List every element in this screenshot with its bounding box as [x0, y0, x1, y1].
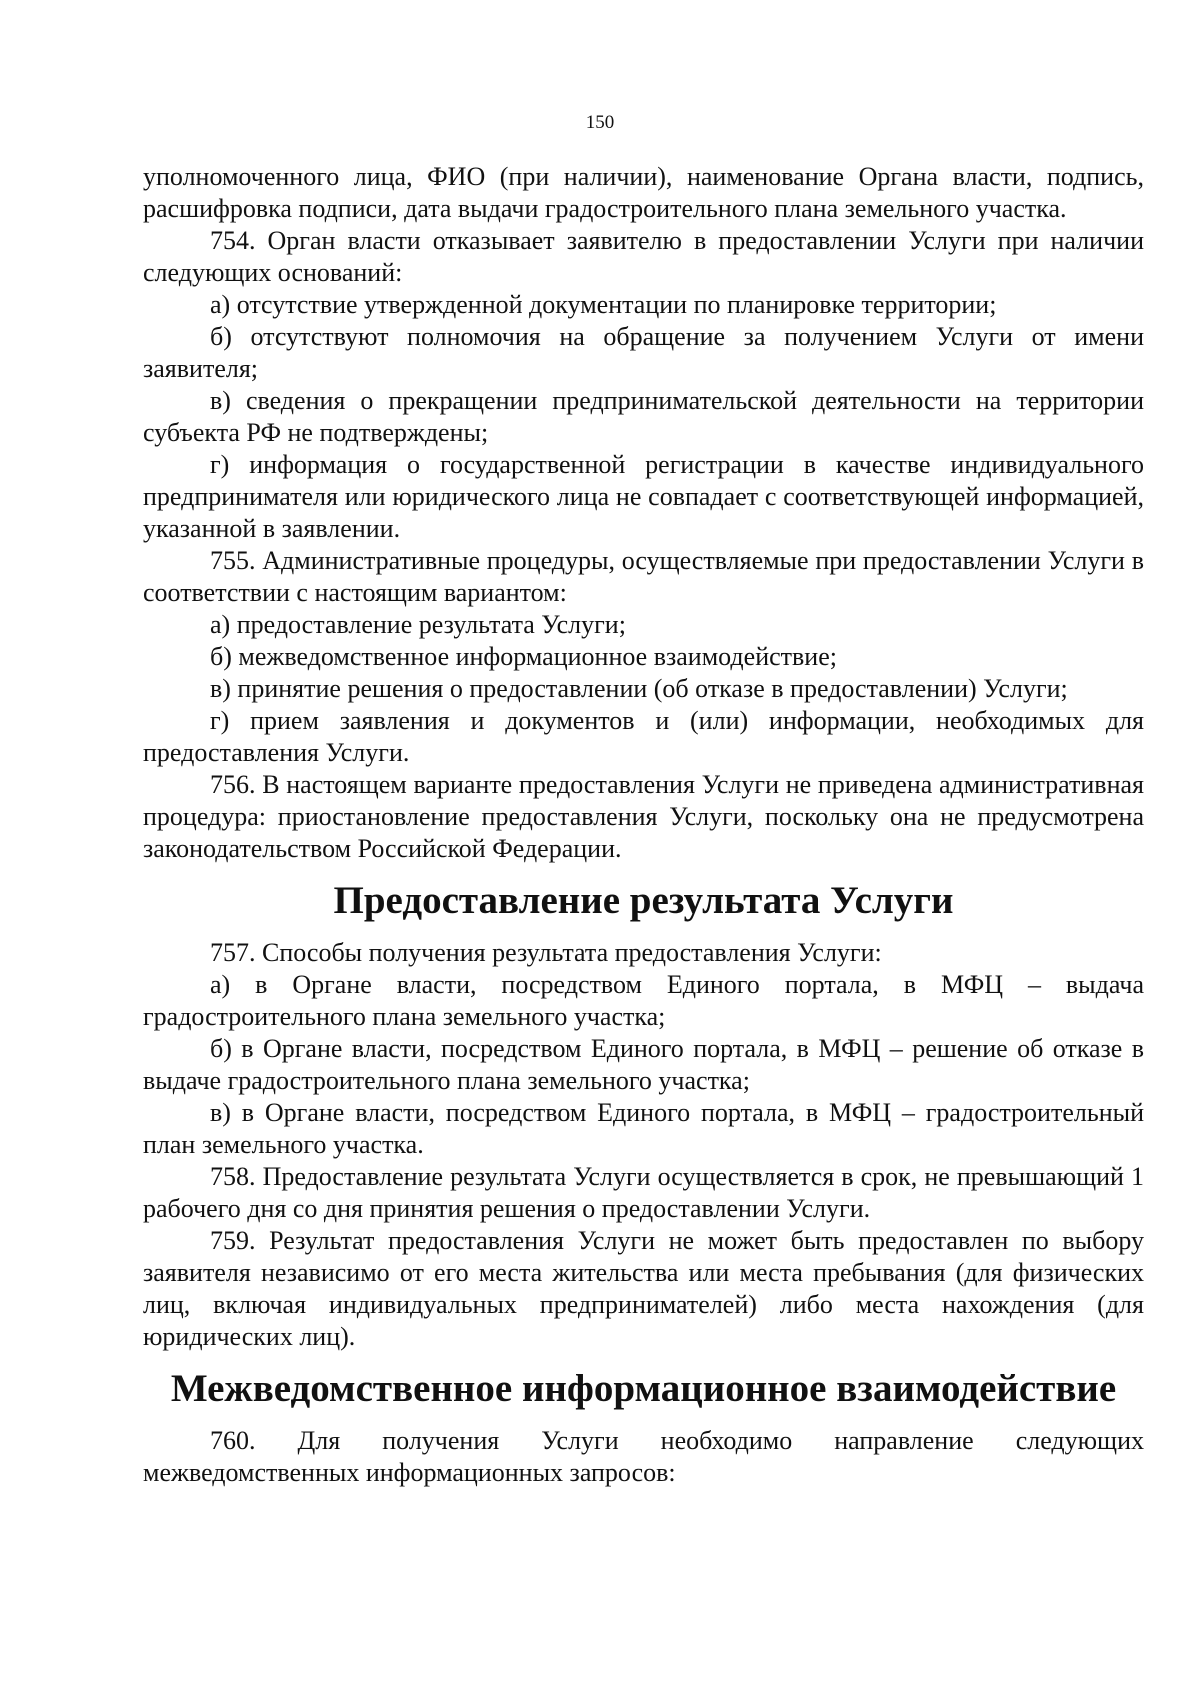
- page-number: 150: [585, 112, 615, 133]
- paragraph-756: 756. В настоящем варианте предоставления Услуги не приведена административная процедура: приостановление предоставления Услуги, поскольку она не предусмотрена законодательством Российской Федерации.: [143, 770, 1144, 863]
- list-item-757-b: б) в Органе власти, посредством Единого портала, в МФЦ – решение об отказе в выдаче градостроительного плана земельного участка;: [143, 1034, 1144, 1095]
- list-item-754-a: а) отсутствие утвержденной документации по планировке территории;: [210, 290, 997, 319]
- paragraph-755: 755. Административные процедуры, осуществляемые при предоставлении Услуги в соответствии с настоящим вариантом:: [143, 546, 1144, 607]
- list-item-754-b: б) отсутствуют полномочия на обращение за получением Услуги от имени заявителя;: [143, 322, 1144, 383]
- section-heading-interagency: Межведомственное информационное взаимодействие: [170, 1367, 1117, 1410]
- list-item-757-v: в) в Органе власти, посредством Единого портала, в МФЦ – градостроительный план земельного участка.: [143, 1098, 1144, 1159]
- paragraph-758: 758. Предоставление результата Услуги осуществляется в срок, не превышающий 1 рабочего дня со дня принятия решения о предоставлении Услуги.: [143, 1162, 1144, 1223]
- section-heading-result: Предоставление результата Услуги: [333, 879, 954, 922]
- paragraph-continuation: уполномоченного лица, ФИО (при наличии), наименование Органа власти, подпись, расшифровка подписи, дата выдачи градостроительного плана земельного участка.: [143, 162, 1144, 223]
- paragraph-757: 757. Способы получения результата предоставления Услуги:: [210, 938, 882, 967]
- document-body: [143, 161, 1144, 1489]
- paragraph-759: 759. Результат предоставления Услуги не может быть предоставлен по выбору заявителя независимо от его места жительства или места пребывания (для физических лиц, включая индивидуальных предпринимателей) либо места нахождения (для юридических лиц).: [143, 1226, 1144, 1351]
- list-item-754-v: в) сведения о прекращении предпринимательской деятельности на территории субъекта РФ не подтверждены;: [143, 386, 1144, 447]
- list-item-755-g: г) прием заявления и документов и (или) информации, необходимых для предоставления Услуги.: [143, 706, 1144, 767]
- list-item-755-v: в) принятие решения о предоставлении (об отказе в предоставлении) Услуги;: [210, 674, 1068, 703]
- list-item-755-b: б) межведомственное информационное взаимодействие;: [210, 642, 837, 671]
- paragraph-754: 754. Орган власти отказывает заявителю в предоставлении Услуги при наличии следующих оснований:: [143, 226, 1144, 287]
- list-item-757-a: а) в Органе власти, посредством Единого портала, в МФЦ – выдача градостроительного плана земельного участка;: [143, 970, 1144, 1031]
- list-item-755-a: а) предоставление результата Услуги;: [210, 610, 626, 639]
- list-item-754-g: г) информация о государственной регистрации в качестве индивидуального предпринимателя или юридического лица не совпадает с соответствующей информацией, указанной в заявлении.: [143, 450, 1144, 543]
- paragraph-760: 760. Для получения Услуги необходимо направление следующих межведомственных информационных запросов:: [143, 1426, 1144, 1487]
